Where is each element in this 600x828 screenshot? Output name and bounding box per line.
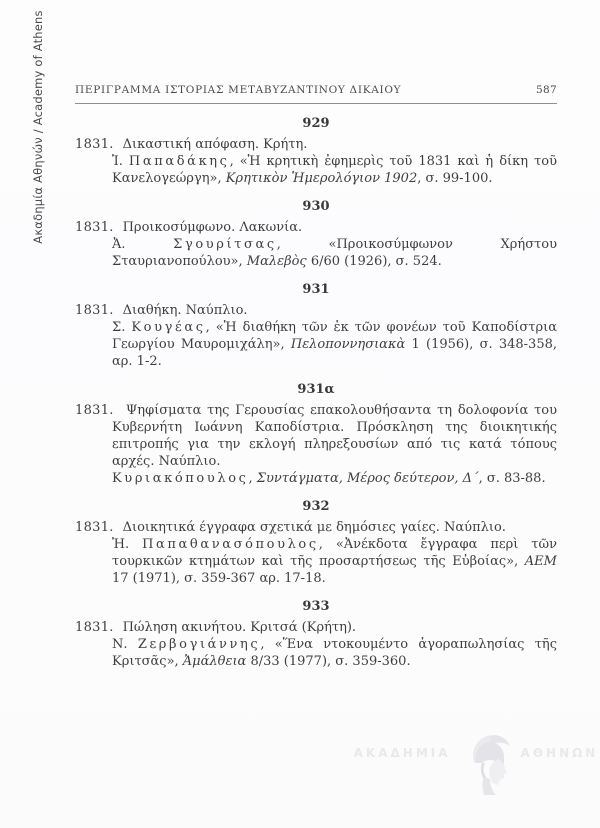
entry-citation: [112, 319, 557, 370]
citation-segment: , «Ἕνα ντοκουμέντο ἀγοραπωλησίας τῆς Κριτσᾶς»,: [112, 637, 558, 669]
athena-head-icon: [460, 733, 512, 801]
entry-number: 931: [302, 282, 330, 297]
page-content: [75, 84, 557, 670]
entry-citation: [112, 470, 557, 487]
citation-segment: Κυριακόπουλος: [112, 471, 249, 486]
bibliography-entry: [75, 499, 557, 587]
academy-watermark: [350, 733, 600, 801]
citation-segment: Ἠ.: [112, 537, 143, 552]
entry-description: Πώληση ακινήτου. Κριτσά (Κρήτη).: [122, 620, 357, 635]
citation-segment: 6/60 (1926), σ. 524.: [306, 254, 442, 269]
entry-citation: [112, 536, 557, 587]
citation-segment: Σ.: [112, 320, 132, 335]
entry-description: Προικοσύμφωνο. Λακωνία.: [122, 220, 303, 235]
entry-year: 1831.: [75, 403, 114, 418]
entry-body: [75, 619, 557, 670]
entry-citation: [112, 636, 557, 670]
entry-description: Διοικητικά έγγραφα σχετικά με δημόσιες γαίες. Ναύπλιο.: [122, 520, 506, 535]
citation-segment: Ἀ.: [112, 237, 174, 252]
entry-number: 931α: [297, 382, 335, 397]
entry-description: Διαθήκη. Ναύπλιο.: [122, 303, 248, 318]
entry-year: 1831.: [75, 520, 114, 535]
citation-segment: ,: [248, 471, 257, 486]
entry-year: 1831.: [75, 220, 114, 235]
entry-body: [75, 219, 557, 270]
citation-segment: ΑΕΜ: [524, 554, 557, 569]
bibliography-entry: [75, 282, 557, 370]
entry-number: 932: [302, 499, 330, 514]
citation-segment: , «Ἀνέκδοτα ἔγγραφα περὶ τῶν τουρκικῶν κτημάτων καὶ τῆς προσαρτήσεως τῆς Εὐβοίας»,: [112, 537, 557, 569]
entry-citation: [112, 153, 557, 187]
entry-body: [75, 519, 557, 587]
citation-segment: , «Ἡ διαθήκη τῶν ἐκ τῶν φονέων τοῦ Καποδίστρια Γεωργίου Μαυρομιχάλη»,: [112, 320, 557, 352]
bibliography-entry: [75, 199, 557, 270]
entry-description-line: [75, 619, 557, 636]
citation-segment: 8/33 (1977), σ. 359-360.: [246, 654, 411, 669]
citation-segment: Παπαθανασόπουλος: [142, 537, 319, 552]
citation-segment: , «Προικοσύμφωνον Χρήστου Σταυριανοπούλου»,: [112, 237, 558, 269]
citation-segment: Κρητικὸν Ἡμερολόγιον 1902: [225, 171, 418, 186]
citation-segment: Σγουρίτσας: [173, 237, 277, 252]
citation-segment: Συντάγματα, Μέρος δεύτερον, Δ΄: [256, 471, 479, 486]
entry-description-line: [75, 136, 557, 153]
entry-citation: [112, 236, 557, 270]
running-title: ΠΕΡΙΓΡΑΜΜΑ ΙΣΤΟΡΙΑΣ ΜΕΤΑΒΥΖΑΝΤΙΝΟΥ ΔΙΚΑΙΟΥ: [75, 84, 402, 96]
library-stamp-vertical: Ακαδημία Αθηνών / Academy of Athens: [31, 10, 45, 244]
entry-description: Ψηφίσματα της Γερουσίας επακολουθήσαντα τη δολοφονία του Κυβερνήτη Ιωάννη Καποδίστρια. Πρόσκληση της διοικητικής επιτροπής για την εκλογή πληρεξουσίων από τις κατά τόπους αρχές. Ναύπλιο.: [112, 403, 557, 469]
running-header: [75, 84, 557, 104]
citation-segment: Ἰ.: [112, 154, 129, 169]
citation-segment: Ἀμάλθεια: [182, 654, 247, 669]
entry-description-line: [75, 302, 557, 319]
citation-segment: 1 (1956), σ. 348-358, αρ. 1-2.: [112, 337, 557, 369]
entry-description-line: [75, 402, 557, 470]
entry-list: [75, 116, 557, 670]
citation-segment: Ν.: [112, 637, 138, 652]
entry-description-line: [75, 219, 557, 236]
bibliography-entry: [75, 599, 557, 670]
citation-segment: Μαλεβὸς: [246, 254, 307, 269]
page-number: 587: [536, 84, 557, 96]
entry-number: 930: [302, 199, 330, 214]
bibliography-entry: [75, 116, 557, 187]
entry-body: [75, 136, 557, 187]
citation-segment: 17 (1971), σ. 359-367 αρ. 17-18.: [112, 571, 326, 586]
citation-segment: Ζερβογιάννης: [137, 637, 261, 652]
entry-year: 1831.: [75, 303, 114, 318]
citation-segment: , σ. 83-88.: [478, 471, 546, 486]
entry-year: 1831.: [75, 620, 114, 635]
citation-segment: , σ. 99-100.: [417, 171, 493, 186]
entry-body: [75, 302, 557, 370]
entry-year: 1831.: [75, 137, 114, 152]
entry-number: 933: [302, 599, 330, 614]
entry-description-line: [75, 519, 557, 536]
watermark-text-athinon: ΑΘΗΝΩΝ: [520, 746, 599, 760]
entry-number: 929: [302, 116, 330, 131]
citation-segment: , «Ἡ κρητικὴ ἐφημερὶς τοῦ 1831 καὶ ἡ δίκη τοῦ Κανελογεώργη»,: [112, 154, 557, 186]
entry-body: [75, 402, 557, 487]
citation-segment: Κουγέας: [131, 320, 206, 335]
citation-segment: Πελοποννησιακὰ: [290, 337, 406, 352]
bibliography-entry: [75, 382, 557, 487]
citation-segment: Παπαδάκης: [128, 154, 230, 169]
watermark-text-akadimia: ΑΚΑΔΗΜΙΑ: [353, 746, 451, 760]
entry-description: Δικαστική απόφαση. Κρήτη.: [122, 137, 308, 152]
